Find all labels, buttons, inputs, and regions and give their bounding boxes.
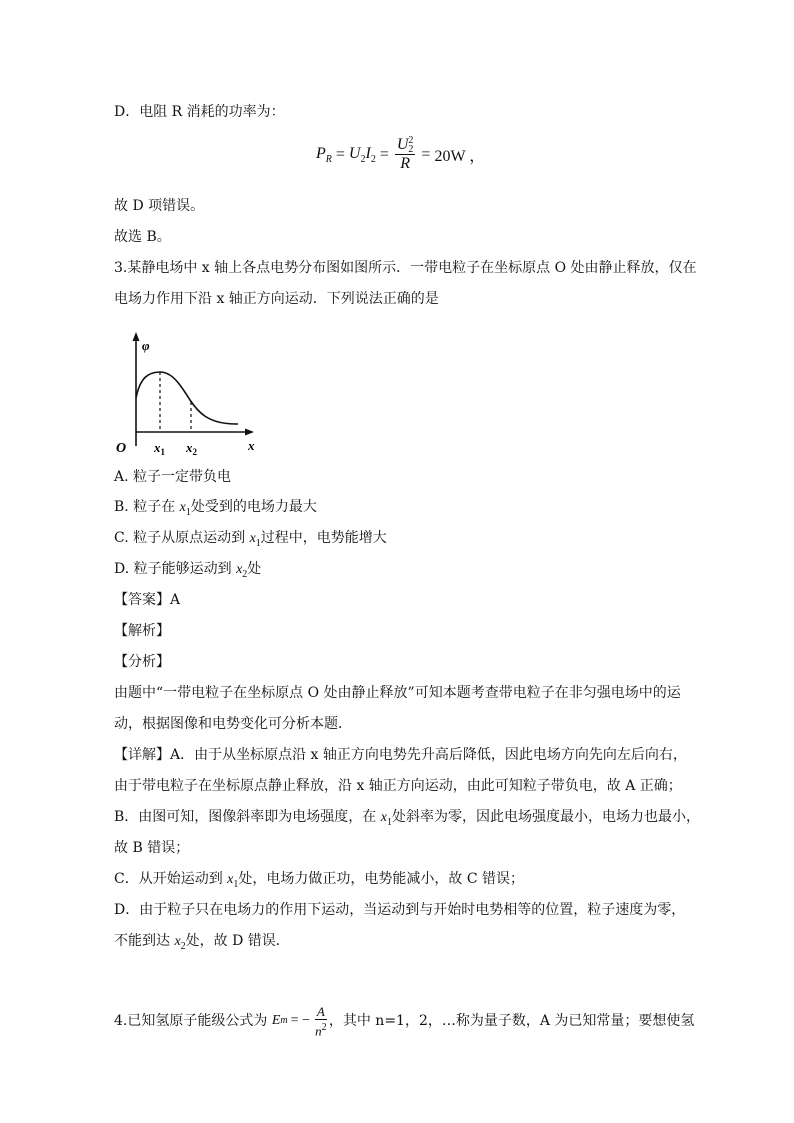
q4-stem: 4.已知氢原子能级公式为 E m = − $\frac{A}{n^2}$ ，其中 n=1，2，…称为量子数，A 为已知常量；要想使氢 [114, 1004, 695, 1039]
part-d-intro: D．电阻 R 消耗的功率为： [114, 104, 285, 120]
energy-level-formula: E m = − $\frac{A}{n^2}$ [271, 1004, 327, 1039]
answer-label: 【答案】A [114, 592, 181, 608]
formula-result: 20W ， [434, 148, 486, 166]
answer-choice-b: 故选 B。 [114, 229, 171, 245]
analysis-label: 【解析】 [114, 623, 170, 639]
option-d: D. 粒子能够运动到 $x_2$处 [114, 561, 262, 580]
detail-line5: C．从开始运动到 $x_1$处，电场力做正功，电势能减小，故 C 错误； [114, 871, 525, 890]
x2-label: $x_2$ [186, 440, 197, 457]
y-axis-arrow [133, 332, 140, 341]
potential-curve [136, 372, 238, 424]
detail-line4: 故 B 错误； [114, 840, 190, 856]
option-a: A. 粒子一定带负电 [114, 469, 232, 485]
formula-lhs: $P_R$ [316, 144, 332, 165]
q3-stem-line1: 3.某静电场中 x 轴上各点电势分布图如图所示．一带电粒子在坐标原点 O 处由静止释放，仅在 [114, 260, 697, 276]
fenxi-label: 【分析】 [114, 654, 170, 670]
detail-line1: 【详解】A．由于从坐标原点沿 x 轴正方向电势先升高后降低，因此电场方向先向左后向右， [114, 747, 687, 763]
formula-eq2: = [379, 145, 389, 163]
option-b: B. 粒子在 $x_1$处受到的电场力最大 [114, 499, 317, 518]
potential-graph [112, 328, 262, 460]
formula-u2i2: $U_2I_2$ [348, 144, 376, 165]
formula-fraction: U 2 2 R [396, 135, 414, 173]
q3-stem-line2: 电场力作用下沿 x 轴正方向运动．下列说法正确的是 [114, 291, 439, 307]
fenxi-line1: 由题中“一带电粒子在坐标原点 O 处由静止释放”可知本题考查带电粒子在非匀强电场中的运 [114, 685, 681, 701]
detail-line6: D．由于粒子只在电场力的作用下运动，当运动到与开始时电势相等的位置，粒子速度为零， [114, 902, 686, 918]
origin-label: O [116, 441, 127, 456]
formula-eq1: = [335, 145, 345, 163]
power-formula [316, 136, 485, 173]
y-axis-label: φ [142, 338, 150, 353]
formula-eq3: = [421, 145, 431, 163]
fenxi-line2: 动，根据图像和电势变化可分析本题． [114, 716, 352, 732]
option-c: C. 粒子从原点运动到 $x_1$过程中，电势能增大 [114, 530, 387, 549]
detail-line2: 由于带电粒子在坐标原点静止释放，沿 x 轴正方向运动，由此可知粒子带负电，故 A 正确； [114, 778, 682, 794]
x1-label: $x_1$ [154, 440, 165, 457]
detail-line3: B．由图可知，图像斜率即为电场强度，在 $x_1$处斜率为零，因此电场强度最小，电场力也最小， [114, 809, 700, 828]
detail-line7: 不能到达 $x_2$处，故 D 错误． [114, 933, 290, 952]
part-d-conclusion: 故 D 项错误。 [114, 198, 205, 214]
x-axis-arrow [245, 429, 254, 436]
x-axis-label: x [248, 438, 255, 453]
